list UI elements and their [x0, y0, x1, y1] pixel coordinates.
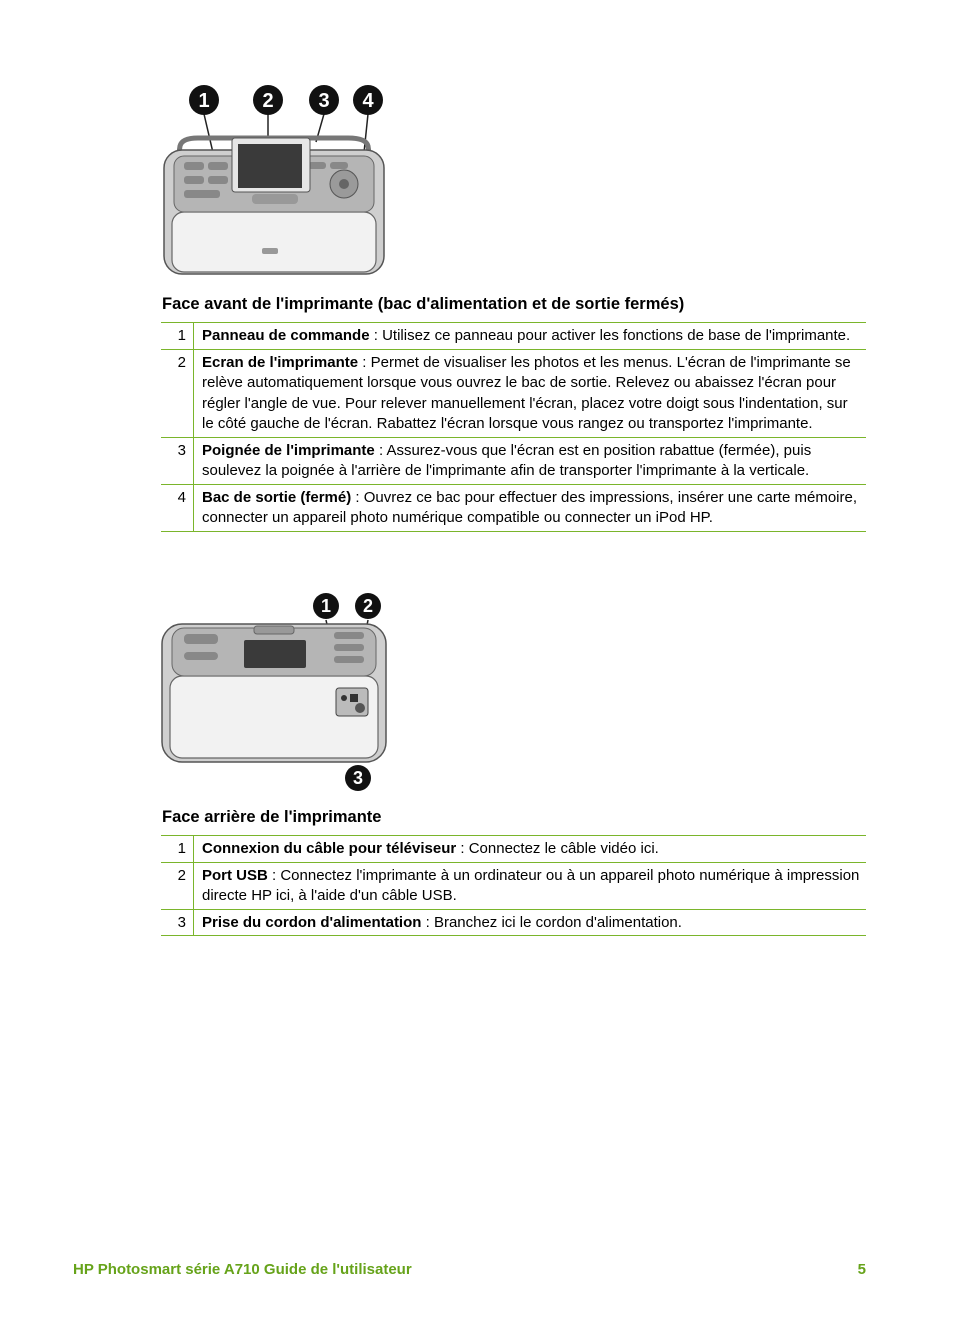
- figure-marker-2: 2: [262, 90, 274, 112]
- figure-marker-2: 2: [362, 596, 374, 616]
- back-section-title: Face arrière de l'imprimante: [162, 808, 382, 826]
- row-number: 3: [161, 909, 194, 936]
- definition: : Assurez-vous que l'écran est en position rabattue (fermée), puis soulevez la poignée à l'arrière de l'imprimante afin de transporter l'imprimante à la verticale.: [202, 441, 812, 479]
- table-row: [161, 909, 866, 936]
- table-row: [161, 836, 866, 863]
- row-description: [194, 484, 867, 531]
- row-description: [194, 323, 867, 350]
- definition: : Connectez l'imprimante à un ordinateur ou à un appareil photo numérique à impression directe HP ici, à l'aide d'un câble USB.: [202, 866, 860, 904]
- definition: : Branchez ici le cordon d'alimentation.: [421, 913, 682, 931]
- term: Bac de sortie (fermé): [202, 488, 352, 506]
- row-number: 2: [161, 862, 194, 909]
- definition: : Utilisez ce panneau pour activer les fonctions de base de l'imprimante.: [369, 327, 851, 344]
- footer-guide-title: HP Photosmart série A710 Guide de l'utilisateur: [73, 1261, 412, 1278]
- definition: : Permet de visualiser les photos et les menus. L'écran de l'imprimante se relève automatiquement lorsque vous ouvrez le bac de sortie. Relevez ou abaissez l'écran pour régler l'angle de vue. Pour relever manuellement l'écran, placez votre doigt sous l'indentation, sur le côté gauche de l'écran. Rabattez l'écran lorsque vous rangez ou transportez l'imprimante.: [202, 353, 851, 432]
- row-description: [194, 437, 867, 484]
- term: Panneau de commande: [202, 327, 370, 344]
- front-parts-table: [161, 322, 866, 532]
- term: Poignée de l'imprimante: [202, 441, 375, 459]
- term: Prise du cordon d'alimentation: [202, 913, 422, 931]
- row-number: 2: [161, 349, 194, 437]
- definition: : Connectez le câble vidéo ici.: [456, 840, 659, 857]
- figure-marker-3: 3: [318, 90, 330, 112]
- table-row: [161, 484, 866, 531]
- row-number: 1: [161, 836, 194, 863]
- figure-marker-1: 1: [198, 90, 210, 112]
- row-number: 4: [161, 484, 194, 531]
- row-description: [194, 862, 867, 909]
- back-parts-table: [161, 835, 866, 936]
- figure-marker-4: 4: [362, 90, 374, 112]
- table-row: [161, 862, 866, 909]
- row-number: 1: [161, 323, 194, 350]
- figure-marker-3: 3: [352, 768, 364, 788]
- table-row: [161, 323, 866, 350]
- front-section-title: Face avant de l'imprimante (bac d'alimentation et de sortie fermés): [162, 295, 685, 313]
- term: Ecran de l'imprimante: [202, 353, 359, 371]
- row-description: [194, 836, 867, 863]
- term: Port USB: [202, 866, 268, 884]
- figure-marker-1: 1: [320, 596, 332, 616]
- back-printer-illustration: [158, 590, 390, 794]
- term: Connexion du câble pour téléviseur: [202, 840, 457, 857]
- row-number: 3: [161, 437, 194, 484]
- row-description: [194, 909, 867, 936]
- table-row: [161, 437, 866, 484]
- front-printer-illustration: [158, 80, 390, 280]
- definition: : Ouvrez ce bac pour effectuer des impressions, insérer une carte mémoire, connecter un appareil photo numérique compatible ou connecter un iPod HP.: [202, 488, 857, 526]
- table-row: [161, 349, 866, 437]
- row-description: [194, 349, 867, 437]
- page-number: 5: [857, 1261, 866, 1278]
